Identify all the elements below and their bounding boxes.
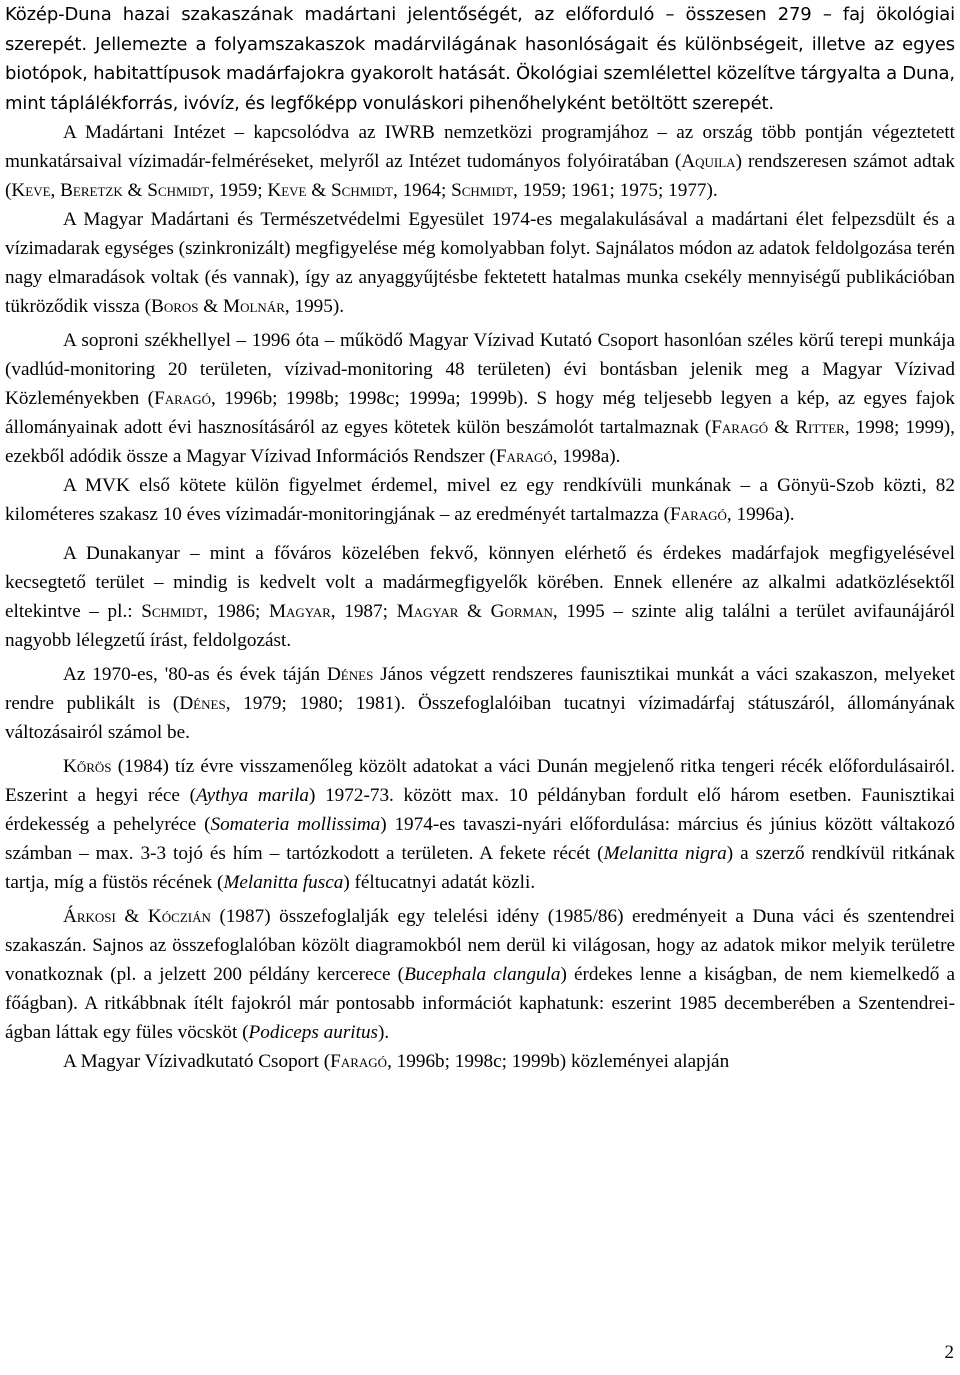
text-segment: ).	[378, 1022, 390, 1043]
species-name: Podiceps auritus	[248, 1022, 379, 1043]
text-segment: , 1996a).	[726, 504, 795, 525]
text-segment: &	[458, 601, 491, 622]
author-name: Faragó	[154, 388, 211, 409]
text-segment: A soproni székhellyel – 1996 óta – működő Magyar Vízivad Kutató Csoport hasonlóan széles körű terepi munkája (vadlúd-monitoring 20 területen, vízivad-monitoring 48 területen) évi bontásban jelenik meg a Magyar Vízivad Közleményekben (	[5, 330, 955, 409]
author-name: Dénes	[179, 693, 226, 714]
species-name: Aythya marila	[195, 785, 310, 806]
body-text	[5, 0, 955, 1076]
text-segment: (1984) tíz évre visszamenőleg közölt adatokat a váci Dunán megjelenő ritka tengeri récék előfordulásairól. Eszerint a hegyi réce (	[5, 756, 955, 806]
author-name: Boros	[151, 296, 199, 317]
text-segment: , 1964;	[392, 180, 452, 201]
text-segment: , 1979; 1980; 1981). Összefoglalóiban tucatnyi vízimadárfaj státuszáról, állományának változásairól számol be.	[5, 693, 955, 743]
author-name: Dénes	[326, 664, 374, 685]
text-segment: ) a szerző rendkívül ritkának tartja, míg a füstös récének (	[5, 843, 955, 893]
author-name: Beretzk	[60, 180, 123, 201]
author-name: Keve	[267, 180, 307, 201]
author-name: Kóczián	[147, 906, 211, 927]
author-name: Aquila	[681, 151, 736, 172]
paragraph	[5, 752, 955, 897]
text-segment: &	[198, 296, 224, 317]
text-segment: ) érdekes lenne a kiságban, de nem kiemelkedő a főágban). A ritkábbnak ítélt fajokról már pontosabb információt kaphatunk: eszerint 1985 decemberében a Szentendrei-ágban láttak egy füles vöcsköt (	[5, 964, 955, 1043]
page-number: 2	[944, 1342, 954, 1363]
author-name: Keve	[11, 180, 51, 201]
text-segment: , 1959; 1961; 1975; 1977).	[513, 180, 718, 201]
text-segment: ) rendszeresen számot adtak (	[5, 151, 956, 201]
species-name: Melanitta nigra	[603, 843, 727, 864]
text-segment: A Madártani Intézet – kapcsolódva az IWRB nemzetközi programjához – az ország több pontján végeztetett munkatársaival vízimadár-felméréseket, melyről az Intézet tudományos folyóiratában (	[5, 122, 955, 172]
paragraph	[5, 205, 955, 321]
text-segment: &	[115, 906, 148, 927]
document-page	[5, 0, 955, 1076]
author-name: Schmidt	[331, 180, 393, 201]
paragraph	[5, 118, 955, 205]
paragraph	[5, 0, 955, 118]
text-segment: , 1996b; 1998c; 1999b) közleményei alapján	[387, 1051, 730, 1072]
text-segment: János végzett rendszeres faunisztikai munkát a váci szakaszon, melyeket rendre publikált is (	[5, 664, 955, 714]
text-segment: , 1986;	[203, 601, 269, 622]
author-name: Kőrös	[63, 756, 112, 777]
species-name: Melanitta fusca	[223, 872, 344, 893]
author-name: Magyar	[396, 601, 459, 622]
text-segment: , 1998; 1999), ezekből adódik össze a Magyar Vízivad Információs Rendszer (	[5, 417, 955, 467]
text-segment: A Dunakanyar – mint a főváros közelében fekvő, könnyen elérhető és érdekes madárfajok megfigyelésével kecsegtető terület – mindig is kedvelt volt a madármegfigyelők körében. Ennek ellenére az alkalmi adatközlésektől eltekintve – pl.:	[5, 543, 955, 622]
author-name: Faragó	[495, 446, 553, 467]
text-segment: , 1959;	[209, 180, 268, 201]
author-name: Ritter	[795, 417, 845, 438]
text-segment: ) 1974-es tavaszi-nyári előfordulása: március és június között váltakozó számban – max. 3-3 tojó és hím – tartózkodott a területen. A fekete récét (	[5, 814, 955, 864]
author-name: Gorman	[490, 601, 553, 622]
text-segment: , 1996b; 1998b; 1998c; 1999a; 1999b). S hogy még teljesebb legyen a kép, az egyes fajok állományainak adott évi hasznosításáról az egyes kötetek külön beszámolót tartalmaznak (	[5, 388, 955, 438]
author-name: Faragó	[330, 1051, 388, 1072]
text-segment: A Magyar Madártani és Természetvédelmi Egyesület 1974-es megalakulásával a madártani élet felpezsdült és a vízimadarak egységes (szinkronizált) megfigyelése még komolyabban folyt. Sajnálatos módon az adatok feldolgozása terén nagy elmaradások voltak (és vannak), így az anyaggyűjtésbe fektetett hatalmas munka csekély mennyiségű publikációban tükröződik vissza (	[5, 209, 955, 317]
author-name: Magyar	[268, 601, 331, 622]
author-name: Árkosi	[63, 906, 116, 927]
author-name: Faragó	[711, 417, 769, 438]
paragraph	[5, 326, 955, 471]
species-name: Bucephala clangula	[404, 964, 561, 985]
author-name: Faragó	[670, 504, 727, 525]
text-segment: , 1995 – szinte alig találni a terület avifaunájáról nagyobb lélegzetű írást, feldolgozást.	[5, 601, 955, 651]
text-segment: ) féltucatnyi adatát közli.	[343, 872, 536, 893]
text-segment: A MVK első kötete külön figyelmet érdemel, mivel ez egy rendkívüli munkának – a Gönyü-Szob közti, 82 kilométeres szakasz 10 éves vízimadár-monitoringjának – az eredményét tartalmazza (	[5, 475, 955, 525]
paragraph	[5, 902, 955, 1047]
text-segment: , 1995).	[284, 296, 345, 317]
text-segment: &	[122, 180, 148, 201]
text-segment: , 1998a).	[552, 446, 621, 467]
text-segment: &	[306, 180, 332, 201]
text-segment: ,	[50, 180, 61, 201]
author-name: Schmidt	[147, 180, 210, 201]
text-segment: , 1987;	[330, 601, 397, 622]
species-name: Somateria mollissima	[210, 814, 381, 835]
author-name: Schmidt	[141, 601, 204, 622]
text-segment: Közép-Duna hazai szakaszának madártani jelentőségét, az előforduló – összesen 279 – faj ökológiai szerepét. Jellemezte a folyamszakaszok madárvilágának hasonlóságait és különbségeit, illetve az egyes biotópok, habitattípusok madárfajokra gyakorolt hatását. Ökológiai szemlélettel közelítve tárgyalta a Duna, mint táplálékforrás, ivóvíz, és legfőképp vonuláskori pihenőhelyként betöltött szerepét.	[5, 4, 955, 114]
paragraph	[5, 471, 955, 529]
paragraph	[5, 1047, 955, 1076]
text-segment: A Magyar Vízivadkutató Csoport (	[63, 1051, 331, 1072]
text-segment: &	[768, 417, 796, 438]
text-segment: ) 1972-73. között max. 10 példányban fordult elő három esetben. Faunisztikai érdekesség a pehelyréce (	[5, 785, 955, 835]
paragraph	[5, 660, 955, 747]
text-segment: Az 1970-es, '80-as és évek táján	[63, 664, 327, 685]
text-segment: (1987) összefoglalják egy telelési idény (1985/86) eredményeit a Duna váci és szentendrei szakaszán. Sajnos az összefoglalóban közölt diagramokból nem derül ki világosan, hogy az adatok mikor melyik területre vonatkoznak (pl. a jelzett 200 példány kercerece (	[5, 906, 955, 985]
paragraph	[5, 539, 955, 655]
author-name: Schmidt	[451, 180, 514, 201]
author-name: Molnár	[223, 296, 285, 317]
